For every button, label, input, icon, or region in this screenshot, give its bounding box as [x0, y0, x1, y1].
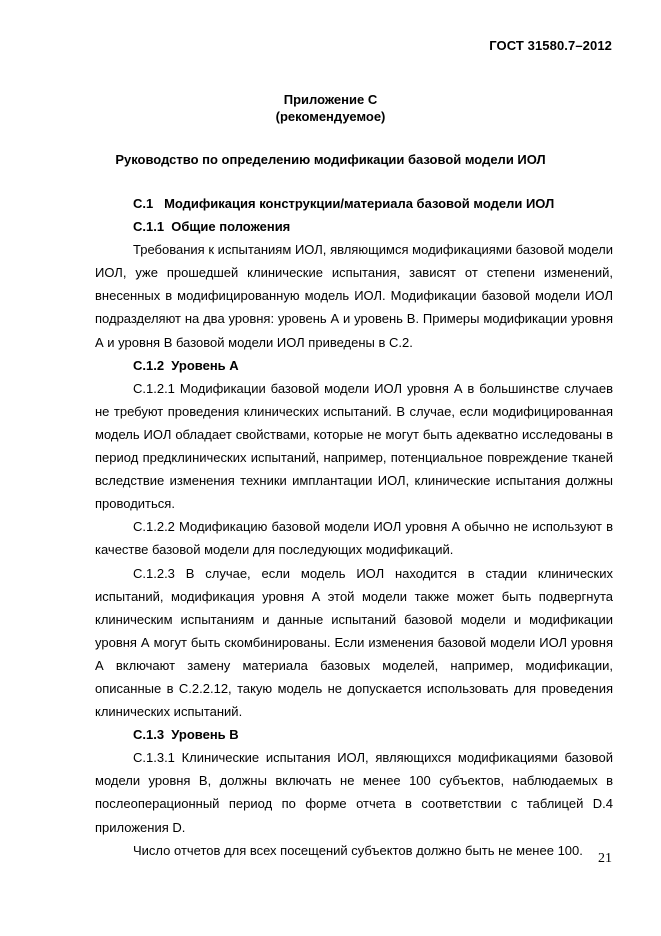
appendix-title: Приложение С: [283, 92, 378, 107]
section-c13-heading: С.1.3 Уровень В: [133, 727, 239, 743]
section-c12-heading: С.1.2 Уровень А: [133, 357, 239, 373]
section-c1-heading: С.1 Модификация конструкции/материала базовой модели ИОЛ: [133, 196, 555, 211]
clause-c131-note: Число отчетов для всех посещений субъектов должно быть не менее 100.: [133, 842, 583, 858]
document-body: [95, 192, 613, 862]
page-number: 21: [598, 851, 612, 866]
section-c11-heading: С.1.1 Общие положения: [133, 219, 291, 235]
clause-c123: С.1.2.3 В случае, если модель ИОЛ находится в стадии клинических испытаний, модификация уровня А этой модели также может быть подвергнута клиническим испытаниям и данные испытаний базовой модели и модификации уровня А могут быть скомбинированы. Если изменения базовой модели ИОЛ уровня А включают замену материала базовых моделей, например, модификации, описанные в С.2.2.12, такую модель не допускается использовать для проведения клинических испытаний.: [95, 565, 613, 720]
clause-c121: С.1.2.1 Модификации базовой модели ИОЛ уровня А в большинстве случаев не требуют проведения клинических испытаний. В случае, если модифицированная модель ИОЛ обладает свойствами, которые не могут быть адекватно исследованы в период предклинических испытаний, например, потенциальное повреждение тканей вследствие изменения техники имплантации ИОЛ, клинические испытания должны проводиться.: [95, 380, 613, 512]
clause-c122: С.1.2.2 Модификацию базовой модели ИОЛ уровня А обычно не используют в качестве базовой модели для последующих модификаций.: [95, 519, 613, 558]
document-code-header: ГОСТ 31580.7–2012: [489, 38, 612, 53]
clause-c131: С.1.3.1 Клинические испытания ИОЛ, являющихся модификациями базовой модели уровня В, должны включать не менее 100 субъектов, наблюдаемых в послеоперационный период по форме отчета в соответствии с таблицей D.4 приложения D.: [95, 750, 613, 835]
section-c11-paragraph: Требования к испытаниям ИОЛ, являющимся модификациями базовой модели ИОЛ, уже прошедшей клинические испытания, зависят от степени изменений, внесенных в модифицированную модель ИОЛ. Модификации базовой модели ИОЛ подразделяют на два уровня: уровень А и уровень В. Примеры модификации уровня А и уровня В базовой модели ИОЛ приведены в С.2.: [95, 242, 613, 350]
guide-title: Руководство по определению модификации базовой модели ИОЛ: [115, 152, 546, 167]
appendix-subtitle: (рекомендуемое): [275, 109, 386, 124]
appendix-heading: [0, 91, 661, 125]
